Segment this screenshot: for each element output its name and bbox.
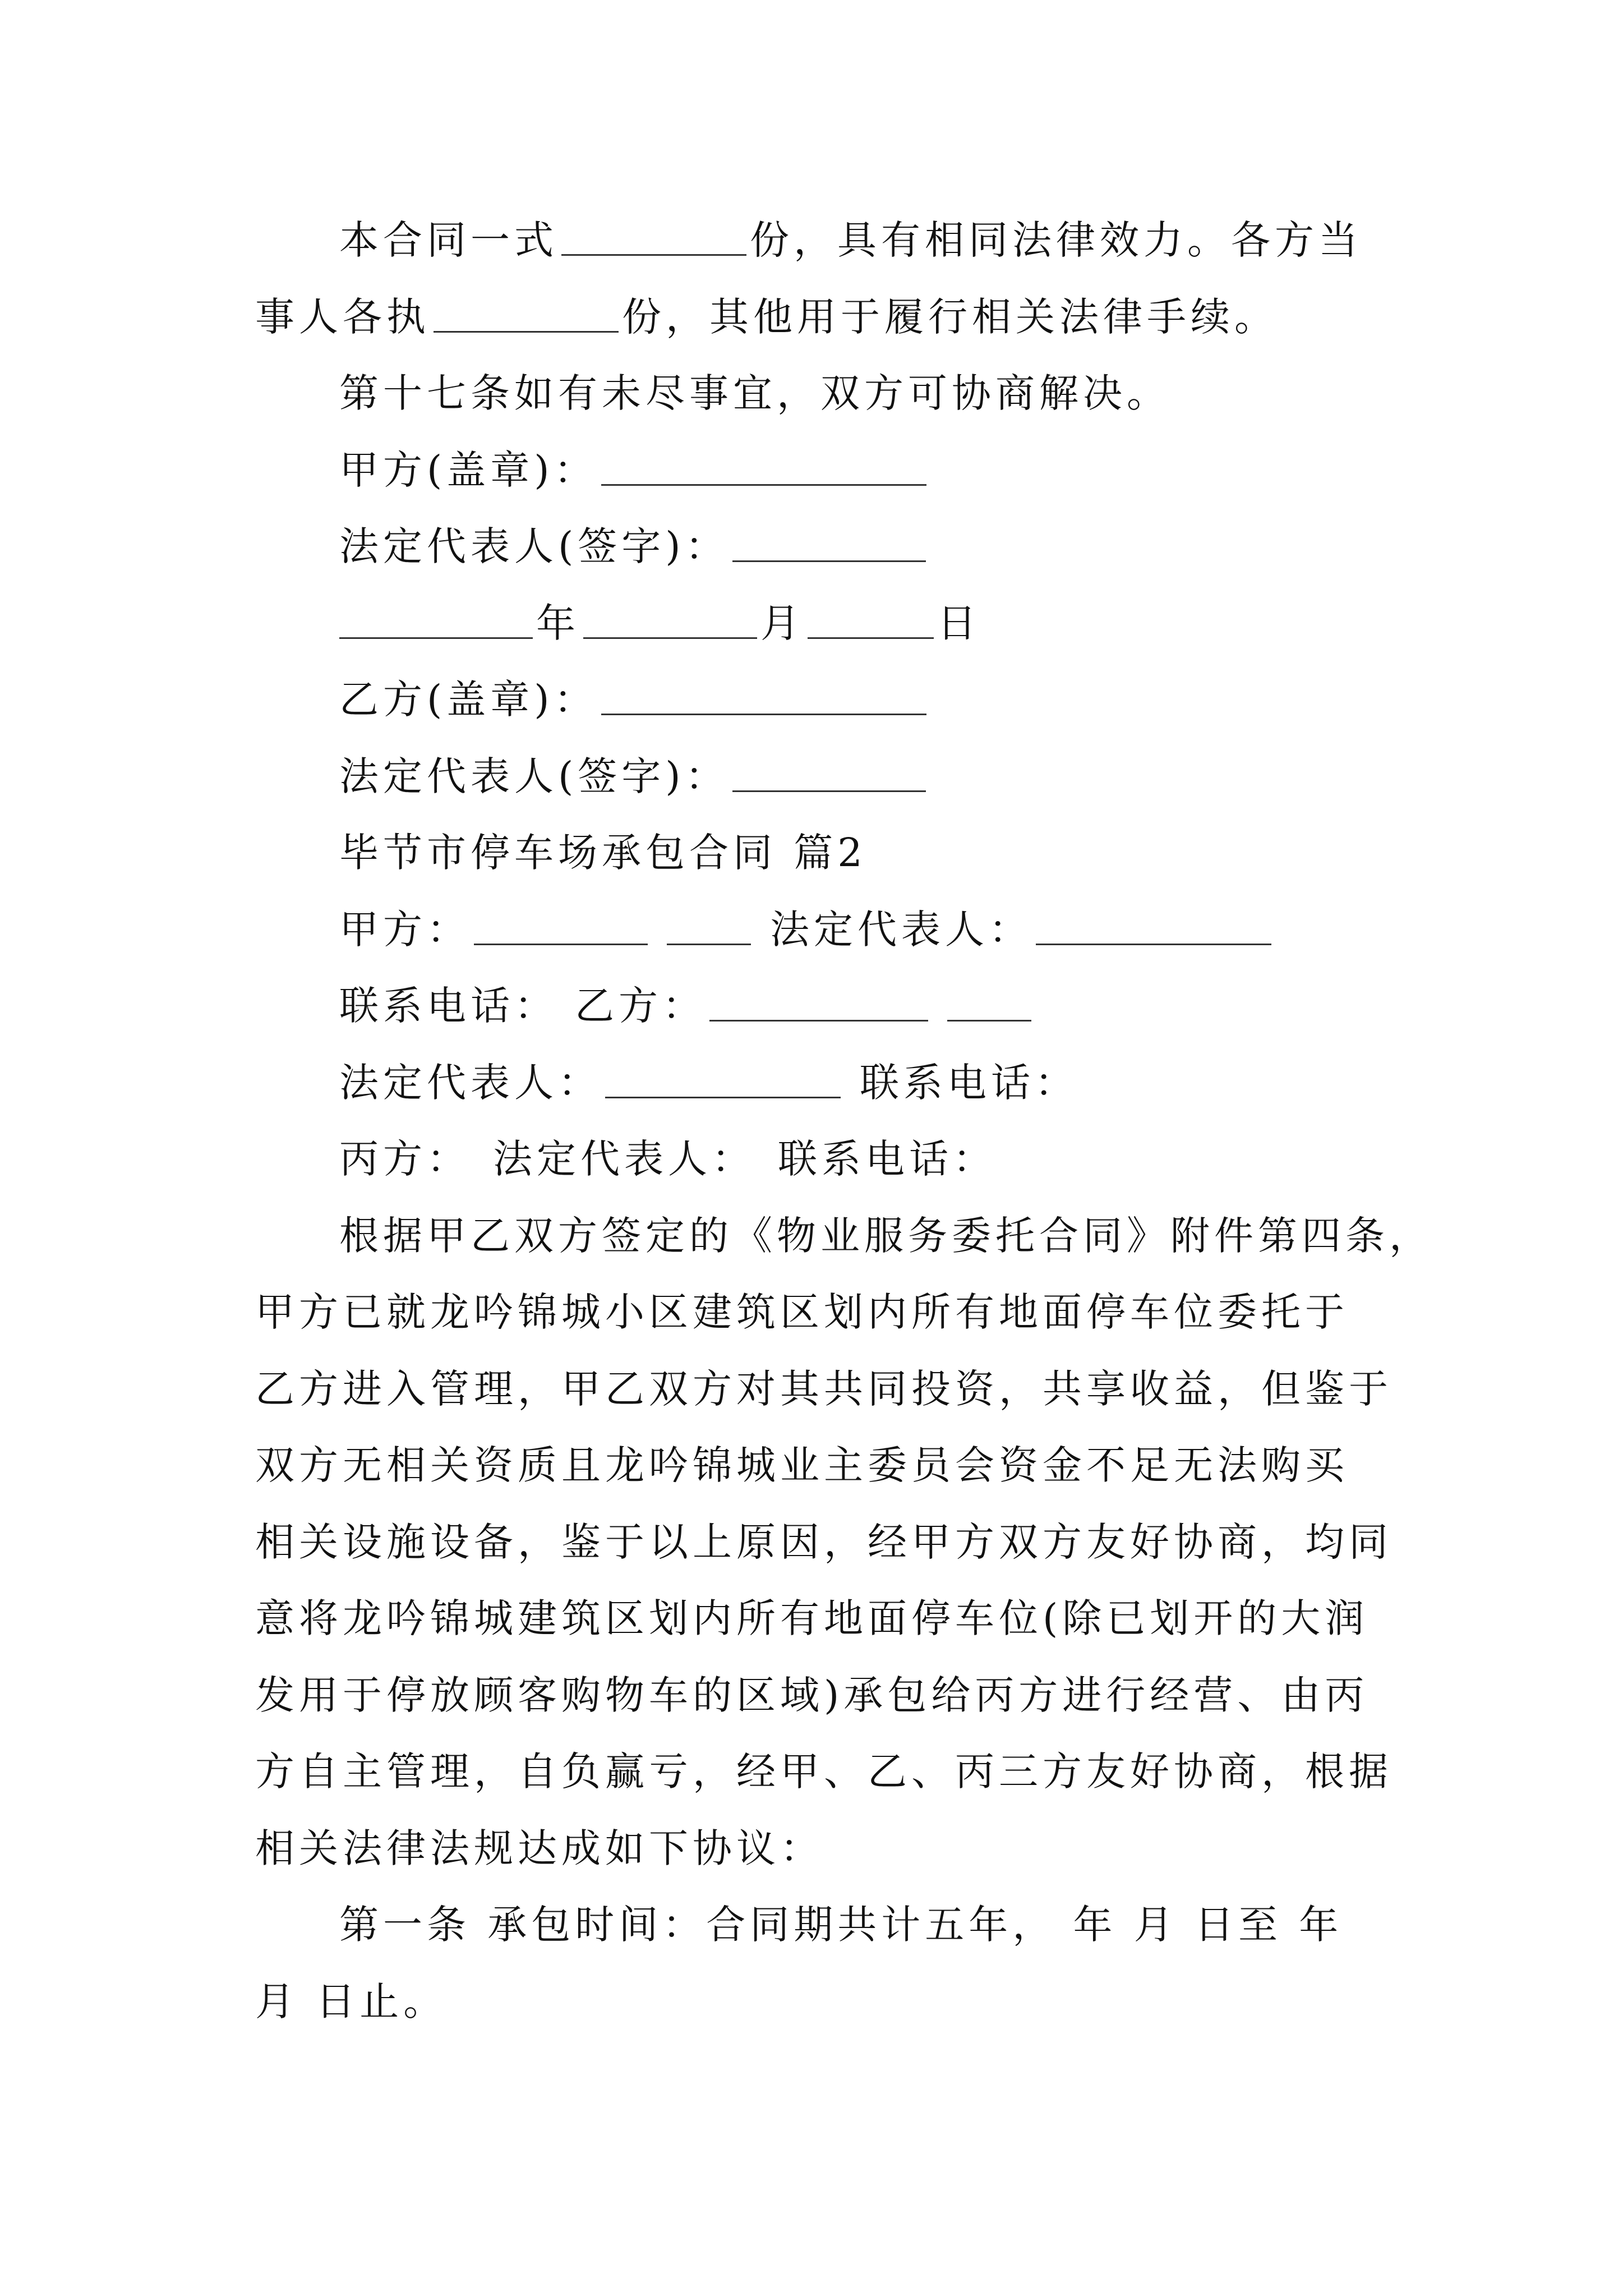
party-a-rep-signature-line [255, 508, 1388, 585]
paragraph-line [255, 1733, 1393, 1810]
blank-field [1036, 909, 1271, 945]
document-page [255, 202, 1433, 2040]
article-1-cont [255, 1963, 1388, 2040]
text: 年 [536, 600, 580, 646]
paragraph-line [255, 1427, 1388, 1504]
text: 甲方已就龙吟锦城小区建筑区划内所有地面停车位委托于 [255, 1289, 1349, 1335]
paragraph-line [255, 1580, 1388, 1657]
text: 相关法律法规达成如下协议： [255, 1825, 824, 1871]
text: 份，具有相同法律效力。各方当 [750, 217, 1362, 263]
paragraph-line [255, 1504, 1393, 1581]
text: 丙方： [339, 1136, 471, 1182]
party-a-phone-line [255, 968, 1388, 1045]
blank-field [434, 296, 619, 333]
blank-field [601, 449, 926, 486]
blank-field [601, 679, 926, 715]
text: 甲方(盖章)： [339, 447, 598, 493]
blank-field [474, 909, 648, 945]
text: 第十七条如有未尽事宜，双方可协商解决。 [339, 370, 1170, 416]
text: 法定代表人(签字)： [339, 523, 729, 569]
text: 法定代表人(签字)： [339, 753, 729, 799]
text: 意将龙吟锦城建筑区划内所有地面停车位(除已划开的大润 [255, 1595, 1369, 1641]
text: 联系电话： [339, 983, 558, 1029]
text: 联系电话： [860, 1059, 1078, 1106]
text: 方自主管理，自负赢亏，经甲、乙、丙三方友好协商，根据 [255, 1749, 1393, 1795]
section-title [255, 815, 1388, 891]
text: 双方无相关资质且龙吟锦城业主委员会资金不足无法购买 [255, 1442, 1349, 1488]
text: 根据甲乙双方签定的《物业服务委托合同》附件第四条， [339, 1212, 1433, 1259]
copies-line-2 [255, 279, 1388, 356]
blank-field [709, 985, 928, 1022]
text: 乙方进入管理，甲乙双方对其共同投资，共享收益，但鉴于 [255, 1365, 1393, 1412]
blank-field [732, 526, 926, 562]
blank-field [947, 985, 1031, 1022]
text: 月 [760, 600, 804, 646]
text: 联系电话： [778, 1136, 997, 1182]
party-b-seal-line [255, 661, 1388, 738]
text: 乙方(盖章)： [339, 677, 598, 723]
text: 事人各执 [255, 293, 430, 340]
text: 毕节市停车场承包合同 篇2 [339, 830, 867, 876]
text: 法定代表人： [339, 1059, 602, 1106]
article-17 [255, 355, 1388, 432]
text: 发用于停放顾客购物车的区域)承包给丙方进行经营、由丙 [255, 1672, 1369, 1718]
party-b-rep-signature-line [255, 738, 1388, 815]
blank-field [732, 756, 926, 792]
party-b-info-line [255, 1045, 1388, 1121]
paragraph-line [255, 1274, 1388, 1351]
text: 第一条 承包时间：合同期共计五年， 年 月 日至 年 [339, 1902, 1343, 1948]
paragraph-line [255, 1657, 1388, 1734]
paragraph-line [255, 1198, 1433, 1274]
blank-field [808, 602, 934, 639]
article-1 [255, 1887, 1388, 1963]
text: 甲方： [339, 906, 471, 953]
party-a-seal-line [255, 432, 1388, 509]
blank-field [667, 909, 751, 945]
blank-field [561, 219, 746, 256]
text: 法定代表人： [493, 1136, 755, 1182]
text: 日 [937, 600, 981, 646]
text: 相关设施设备，鉴于以上原因，经甲方双方友好协商，均同 [255, 1519, 1393, 1565]
text: 本合同一式 [339, 217, 558, 263]
text: 月 日止。 [255, 1978, 448, 2024]
party-a-info-line [255, 891, 1388, 968]
text: 乙方： [575, 983, 706, 1029]
copies-line [255, 202, 1388, 279]
paragraph-line [255, 1810, 1388, 1887]
paragraph-line [255, 1351, 1393, 1428]
blank-field [339, 602, 533, 639]
party-c-info-line [255, 1121, 1388, 1198]
date-line [255, 585, 1388, 662]
blank-field [583, 602, 757, 639]
text: 份，其他用于履行相关法律手续。 [622, 293, 1278, 340]
text: 法定代表人： [770, 906, 1032, 953]
blank-field [605, 1062, 841, 1098]
